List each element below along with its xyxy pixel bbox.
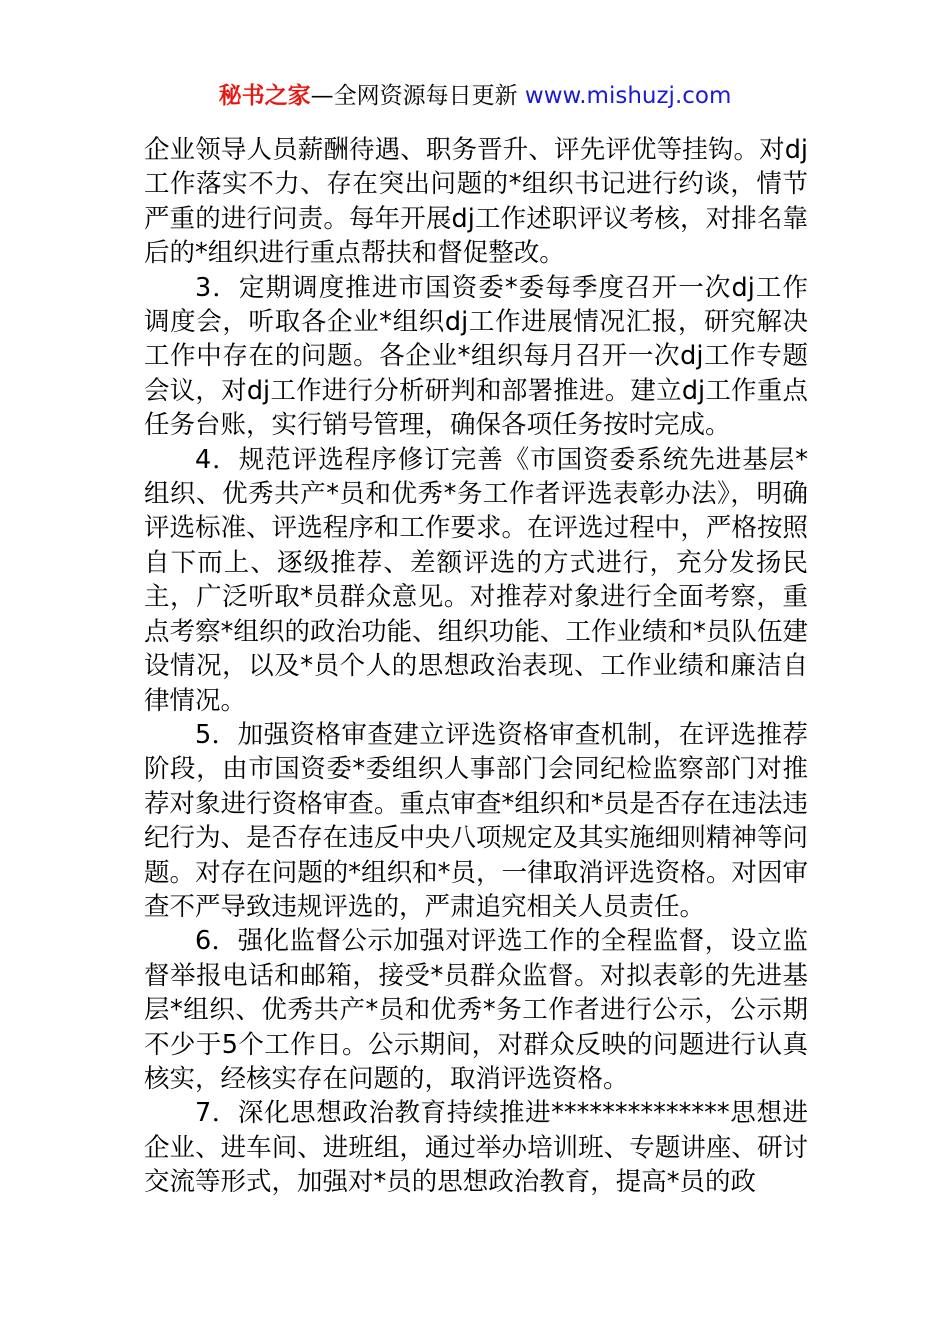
paragraph-item-7: 7．深化思想政治教育持续推进**************思想进企业、进车间、进班组，通过举办培训班、专题讲座、研讨交流等形式，加强对*员的思想政治教育，提高*员的政 — [144, 1098, 808, 1198]
site-url-link[interactable]: www.mishuzj.com — [524, 83, 732, 109]
paragraph-item-6: 6．强化监督公示加强对评选工作的全程监督，设立监督举报电话和邮箱，接受*员群众监督。对拟表彰的先进基层*组织、优秀共产*员和优秀*务工作者进行公示，公示期不少于5个工作日。公示期间，对群众反映的问题进行认真核实，经核实存在问题的，取消评选资格。 — [144, 926, 808, 1094]
paragraph-continuation: 企业领导人员薪酬待遇、职务晋升、评先评优等挂钩。对dj工作落实不力、存在突出问题的*组织书记进行约谈，情节严重的进行问责。每年开展dj工作述职评议考核，对排名靠后的*组织进行重点帮扶和督促整改。 — [144, 135, 808, 269]
paragraph-item-5: 5．加强资格审查建立评选资格审查机制，在评选推荐阶段，由市国资委*委组织人事部门会同纪检监察部门对推荐对象进行资格审查。重点审查*组织和*员是否存在违法违纪行为、是否存在违反中央八项规定及其实施细则精神等问题。对存在问题的*组织和*员，一律取消评选资格。对因审查不严导致违规评选的，严肃追究相关人员责任。 — [144, 719, 808, 922]
paragraph-item-3: 3．定期调度推进市国资委*委每季度召开一次dj工作调度会，听取各企业*组织dj工作进展情况汇报，研究解决工作中存在的问题。各企业*组织每月召开一次dj工作专题会议，对dj工作进行分析研判和部署推进。建立dj工作重点任务台账，实行销号管理，确保各项任务按时完成。 — [144, 272, 808, 441]
document-body — [144, 133, 808, 1200]
paragraph-item-4: 4．规范评选程序修订完善《市国资委系统先进基层*组织、优秀共产*员和优秀*务工作者评选表彰办法》，明确评选标准、评选程序和工作要求。在评选过程中，严格按照自下而上、逐级推荐、差额评选的方式进行，充分发扬民主，广泛听取*员群众意见。对推荐对象进行全面考察，重点考察*组织的政治功能、组织功能、工作业绩和*员队伍建设情况，以及*员个人的思想政治表现、工作业绩和廉洁自律情况。 — [144, 444, 808, 716]
brand-name: 秘书之家 — [218, 83, 311, 109]
page-header — [0, 80, 950, 112]
header-tagline: —全网资源每日更新 — [310, 83, 525, 109]
